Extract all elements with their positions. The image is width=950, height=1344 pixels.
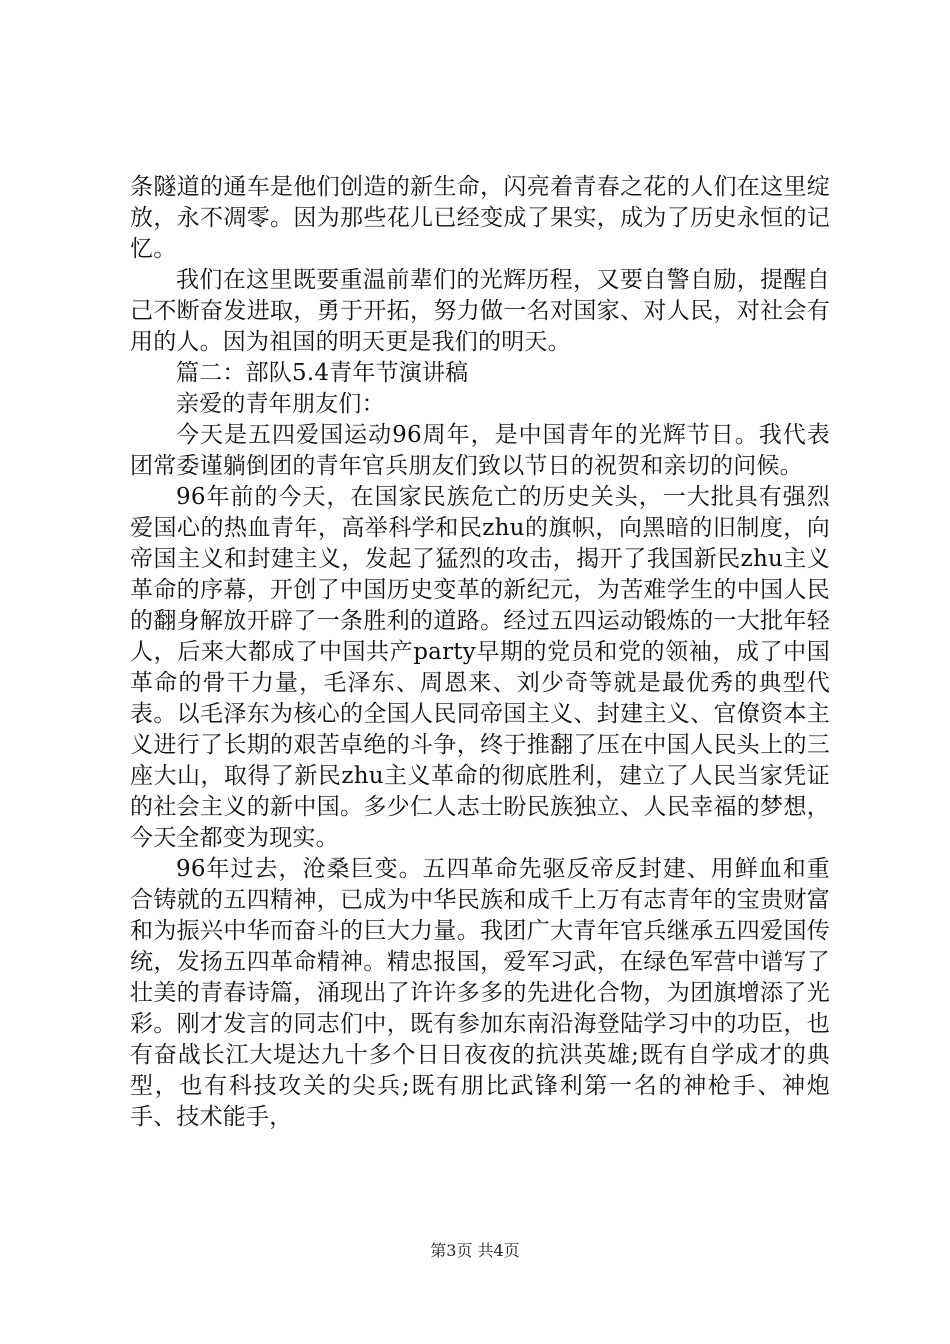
section-heading: 篇二：部队5.4青年节演讲稿 [176, 360, 469, 386]
paragraph-7: 96年过去，沧桑巨变。五四革命先驱反帝反封建、用鲜血和重合铸就的五四精神，已成为中华民族和成千上万有志青年的宝贵财富和为振兴中华而奋斗的巨大力量。我团广大青年官兵继承五四爱国传统，发扬五四革命精神。精忠报国，爱军习武，在绿色军营中谱写了壮美的青春诗篇，涌现出了许许多多的先进化合物，为团旗增添了光彩。刚才发言的同志们中，既有参加东南沿海登陆学习中的功臣，也有奋战长江大堤达九十多个日日夜夜的抗洪英雄;既有自学成才的典型，也有科技攻关的尖兵;既有朋比武锋利第一名的神枪手、神炮手、技术能手， [130, 856, 830, 1130]
paragraph-2: 我们在这里既要重温前辈们的光辉历程，又要自警自励，提醒自己不断奋发进取，勇于开拓，努力做一名对国家、对人民，对社会有用的人。因为祖国的明天更是我们的明天。 [130, 267, 830, 355]
paragraph-5: 今天是五四爱国运动96周年，是中国青年的光辉节日。我代表团常委谨躺倒团的青年官兵朋友们致以节日的祝贺和亲切的问候。 [130, 422, 830, 479]
paragraph-6: 96年前的今天，在国家民族危亡的历史关头，一大批具有强烈爱国心的热血青年，高举科学和民zhu的旗帜，向黑暗的旧制度，向帝国主义和封建主义，发起了猛烈的攻击，揭开了我国新民zhu主义革命的序幕，开创了中国历史变革的新纪元，为苦难学生的中国人民的翻身解放开辟了一条胜利的道路。经过五四运动锻炼的一大批年轻人，后来大都成了中国共产party早期的党员和党的领袖，成了中国革命的骨干力量，毛泽东、周恩来、刘少奇等就是最优秀的典型代表。以毛泽东为核心的全国人民同帝国主义、封建主义、官僚资本主义进行了长期的艰苦卓绝的斗争，终于推翻了压在中国人民头上的三座大山，取得了新民zhu主义革命的彻底胜利，建立了人民当家凭证的社会主义的新中国。多少仁人志士盼民族独立、人民幸福的梦想，今天全都变为现实。 [130, 484, 830, 851]
document-body [130, 172, 830, 1133]
page-footer: 第3页 共4页 [430, 1241, 520, 1260]
paragraph-1: 条隧道的通车是他们创造的新生命，闪亮着青春之花的人们在这里绽放，永不凋零。因为那些花儿已经变成了果实，成为了历史永恒的记忆。 [130, 174, 830, 262]
salutation: 亲爱的青年朋友们： [176, 391, 385, 417]
